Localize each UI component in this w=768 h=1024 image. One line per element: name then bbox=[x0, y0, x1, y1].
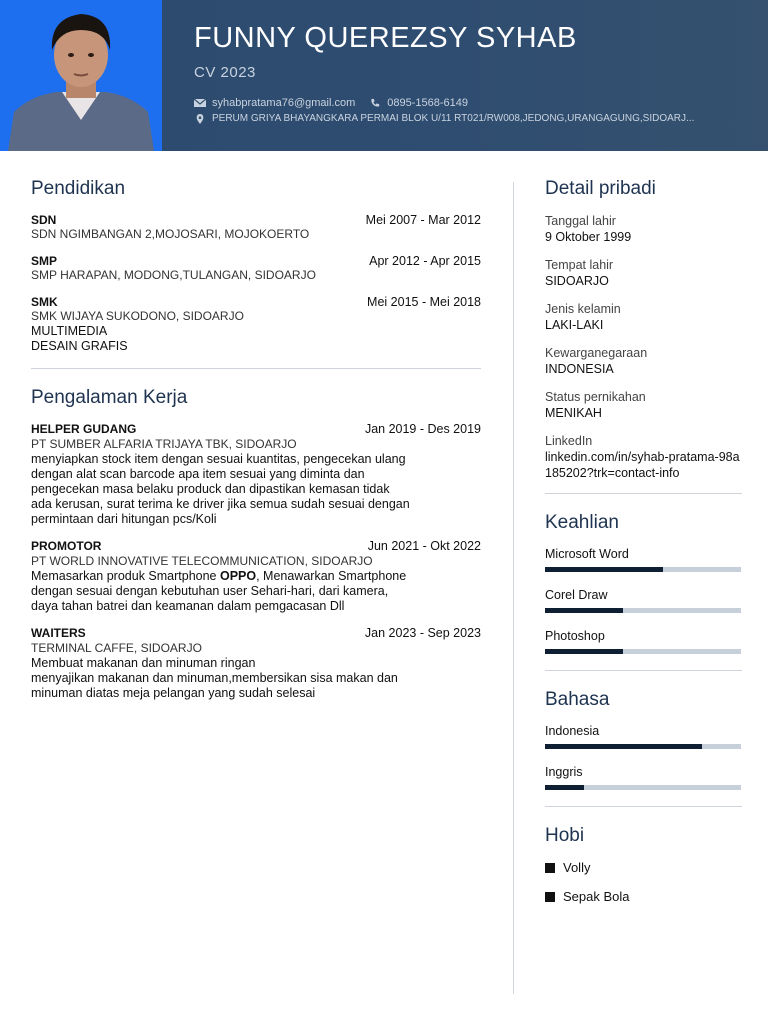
language-name: Indonesia bbox=[545, 724, 600, 738]
square-bullet-icon bbox=[545, 892, 555, 902]
candidate-name: FUNNY QUEREZSY SYHAB bbox=[194, 22, 577, 54]
personal-value: INDONESIA bbox=[545, 362, 614, 376]
personal-item bbox=[545, 345, 742, 377]
skill-name: Corel Draw bbox=[545, 588, 608, 602]
job-description-line: menyiapkan stock item dengan sesuai kuantitas, pengecekan ulang bbox=[31, 452, 406, 466]
hobby-item bbox=[545, 889, 742, 904]
skill-bar-fill bbox=[545, 567, 663, 572]
languages-title: Bahasa bbox=[545, 689, 610, 710]
brand-name: OPPO bbox=[219, 569, 257, 583]
personal-label: Tempat lahir bbox=[545, 258, 614, 272]
personal-item bbox=[545, 301, 742, 333]
job-description-line bbox=[31, 569, 481, 584]
job-description-line: dengan alat scan barcode apa item sesuai yang diminta dan bbox=[31, 467, 365, 481]
header-banner bbox=[0, 0, 768, 151]
education-school: SMK WIJAYA SUKODONO, SIDOARJO bbox=[31, 309, 244, 323]
education-date: Apr 2012 - Apr 2015 bbox=[369, 254, 481, 268]
education-school: SMP HARAPAN, MODONG,TULANGAN, SIDOARJO bbox=[31, 268, 316, 282]
skill-bar bbox=[545, 567, 741, 572]
personal-value: LAKI-LAKI bbox=[545, 318, 604, 332]
job-company: PT SUMBER ALFARIA TRIJAYA TBK, SIDOARJO bbox=[31, 437, 297, 451]
education-item bbox=[31, 254, 481, 283]
job-description-line: Membuat makanan dan minuman ringan bbox=[31, 656, 256, 670]
job-description-line: daya tahan batrei dan keamanan dalam pemgacasan Dll bbox=[31, 599, 345, 613]
job-description-line: permintaan dari hitungan pcs/Koli bbox=[31, 512, 217, 526]
personal-label: Kewarganegaraan bbox=[545, 346, 648, 360]
personal-value: MENIKAH bbox=[545, 406, 602, 420]
skills-title: Keahlian bbox=[545, 512, 619, 533]
personal-item bbox=[545, 433, 742, 481]
personal-item bbox=[545, 389, 742, 421]
personal-value: 9 Oktober 1999 bbox=[545, 230, 632, 244]
skill-bar-fill bbox=[545, 649, 623, 654]
language-bar bbox=[545, 785, 741, 790]
skill-item bbox=[545, 588, 742, 613]
right-column bbox=[545, 178, 742, 918]
skill-bar bbox=[545, 608, 741, 613]
column-divider bbox=[513, 182, 514, 994]
education-date: Mei 2015 - Mei 2018 bbox=[367, 295, 481, 309]
personal-item bbox=[545, 213, 742, 245]
job-description-text: Memasarkan produk Smartphone bbox=[31, 569, 220, 583]
personal-label: LinkedIn bbox=[545, 434, 593, 448]
experience-item bbox=[31, 422, 481, 527]
section-divider bbox=[31, 368, 481, 369]
experience-title: Pengalaman Kerja bbox=[31, 387, 188, 408]
job-description-line: dengan sesuai dengan kebutuhan user Sehari-hari, dari kamera, bbox=[31, 584, 389, 598]
personal-label: Jenis kelamin bbox=[545, 302, 621, 316]
language-item bbox=[545, 765, 742, 790]
skill-item bbox=[545, 547, 742, 572]
education-level: SDN bbox=[31, 213, 57, 227]
personal-value: SIDOARJO bbox=[545, 274, 609, 288]
job-description-line: ada kerusan, surat terima ke driver jika semua sudah sesuai dengan bbox=[31, 497, 410, 511]
job-description-line: menyajikan makanan dan minuman,membersikan sisa makan dan bbox=[31, 671, 398, 685]
personal-label: Tanggal lahir bbox=[545, 214, 616, 228]
section-divider bbox=[545, 493, 742, 494]
email-link[interactable]: syhabpratama76@gmail.com bbox=[212, 97, 356, 109]
job-role: WAITERS bbox=[31, 626, 86, 640]
education-item bbox=[31, 213, 481, 242]
address-line bbox=[194, 113, 739, 124]
language-bar bbox=[545, 744, 741, 749]
language-name: Inggris bbox=[545, 765, 583, 779]
skill-name: Microsoft Word bbox=[545, 547, 629, 561]
job-description-text: , Menawarkan Smartphone bbox=[256, 569, 407, 583]
job-date: Jun 2021 - Okt 2022 bbox=[367, 539, 481, 553]
address-text: PERUM GRIYA BHAYANGKARA PERMAI BLOK U/11 RT021/RW008,JEDONG,URANGAGUNG,SIDOARJ... bbox=[212, 113, 695, 124]
section-divider bbox=[545, 806, 742, 807]
language-item bbox=[545, 724, 742, 749]
square-bullet-icon bbox=[545, 863, 555, 873]
left-column bbox=[31, 178, 481, 713]
skill-name: Photoshop bbox=[545, 629, 605, 643]
job-date: Jan 2023 - Sep 2023 bbox=[364, 626, 481, 640]
hobby-name: Sepak Bola bbox=[563, 889, 630, 904]
job-role: HELPER GUDANG bbox=[31, 422, 137, 436]
hobby-item bbox=[545, 860, 742, 875]
hobbies-title: Hobi bbox=[545, 825, 585, 846]
job-description-line: pengecekan masa belaku produck dan dipastikan kemasan tidak bbox=[31, 482, 390, 496]
skill-bar bbox=[545, 649, 741, 654]
education-title: Pendidikan bbox=[31, 178, 126, 199]
personal-label: Status pernikahan bbox=[545, 390, 646, 404]
experience-item bbox=[31, 626, 481, 701]
linkedin-link[interactable]: linkedin.com/in/syhab-pratama-98a185202?trk=contact-info bbox=[545, 450, 740, 480]
language-bar-fill bbox=[545, 744, 702, 749]
skill-item bbox=[545, 629, 742, 654]
education-item bbox=[31, 295, 481, 354]
job-date: Jan 2019 - Des 2019 bbox=[364, 422, 481, 436]
personal-item bbox=[545, 257, 742, 289]
education-level: SMP bbox=[31, 254, 58, 268]
job-role: PROMOTOR bbox=[31, 539, 102, 553]
education-school: SDN NGIMBANGAN 2,MOJOSARI, MOJOKOERTO bbox=[31, 227, 310, 241]
education-major: MULTIMEDIA bbox=[31, 324, 108, 338]
contact-line bbox=[194, 97, 468, 109]
education-date: Mei 2007 - Mar 2012 bbox=[365, 213, 481, 227]
job-company: PT WORLD INNOVATIVE TELECOMMUNICATION, SIDOARJO bbox=[31, 554, 373, 568]
phone-number[interactable]: 0895-1568-6149 bbox=[387, 97, 468, 109]
skill-bar-fill bbox=[545, 608, 623, 613]
section-divider bbox=[545, 670, 742, 671]
job-company: TERMINAL CAFFE, SIDOARJO bbox=[31, 641, 202, 655]
cv-subtitle: CV 2023 bbox=[194, 64, 256, 81]
location-pin-icon bbox=[194, 114, 206, 124]
phone-icon bbox=[369, 98, 381, 108]
personal-title: Detail pribadi bbox=[545, 178, 656, 199]
language-bar-fill bbox=[545, 785, 584, 790]
hobby-name: Volly bbox=[563, 860, 591, 875]
profile-photo bbox=[0, 0, 162, 151]
education-major: DESAIN GRAFIS bbox=[31, 339, 128, 353]
education-level: SMK bbox=[31, 295, 58, 309]
job-description-line: minuman diatas meja pelangan yang sudah selesai bbox=[31, 686, 316, 700]
mail-icon bbox=[194, 98, 206, 108]
experience-item bbox=[31, 539, 481, 614]
